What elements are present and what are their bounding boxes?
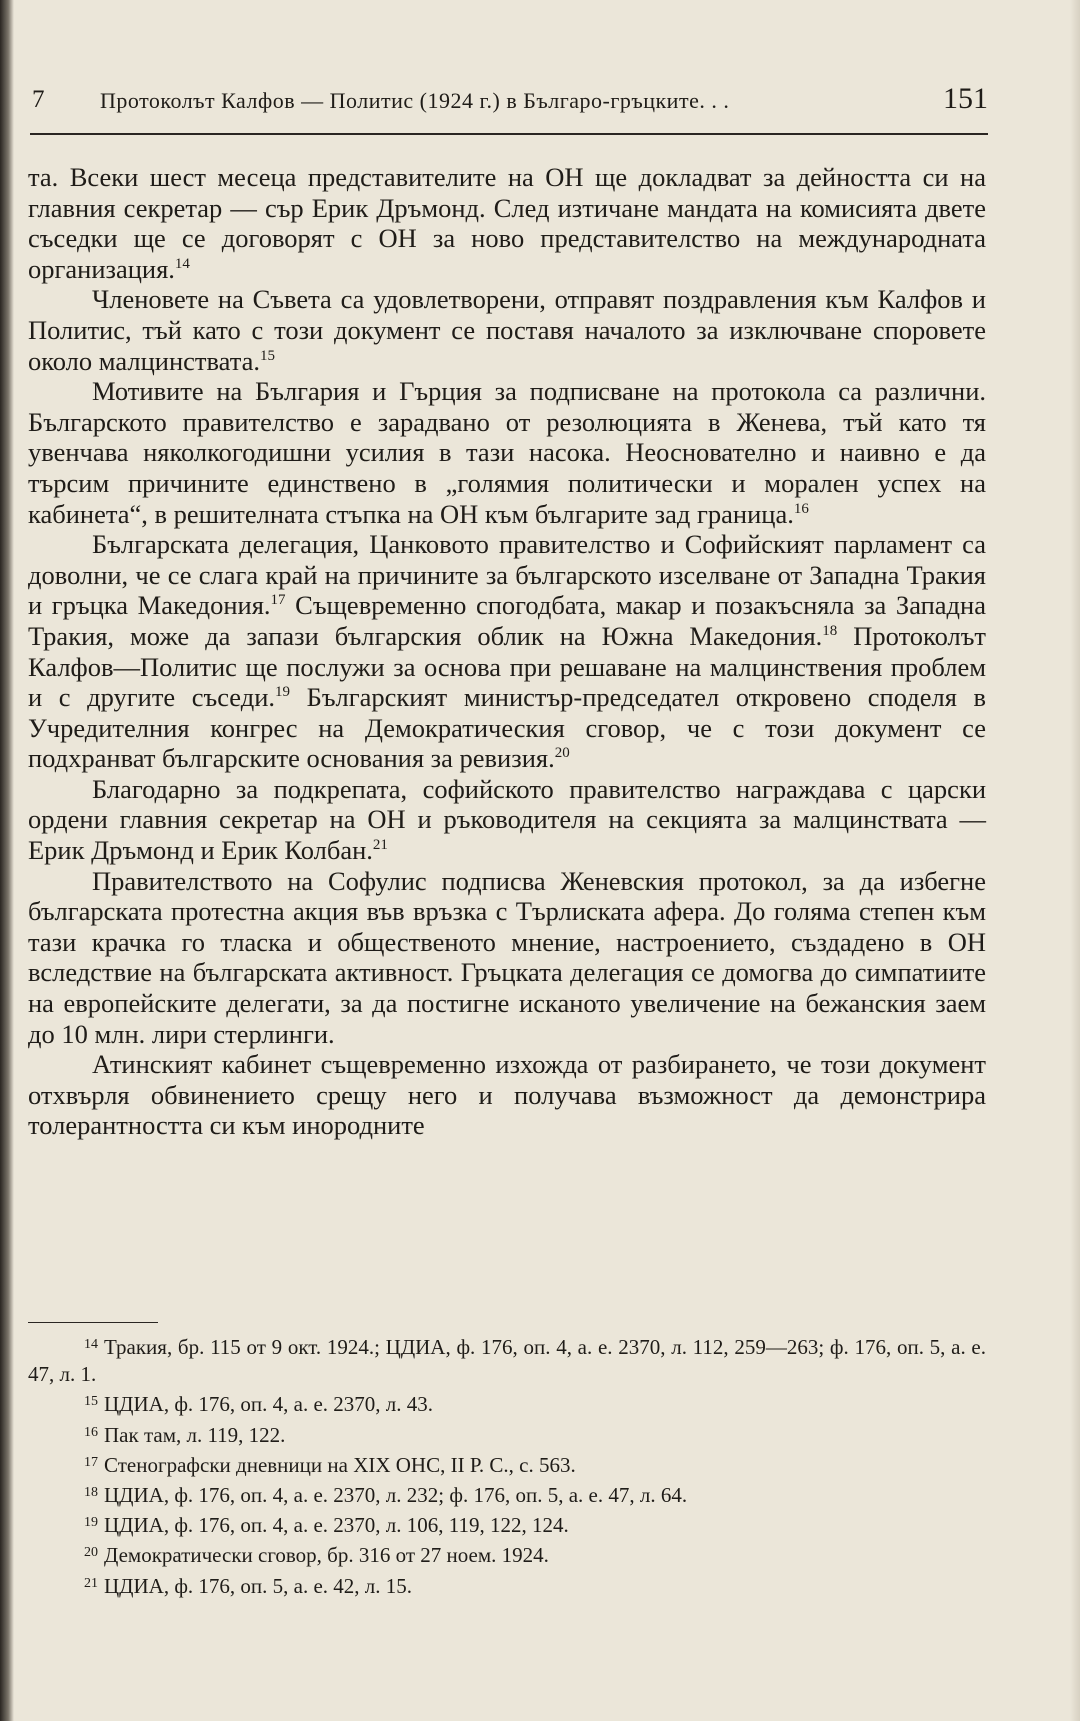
- paragraph-text: Мотивите на България и Гърция за подписване на протокола са различни. Българското правителство е зарадвано от резолюцията в Женева, тъй като тя увенчава няколкогодишни усилия в тази насока. Неоснователно и наивно е да търсим причините единствено в „голямия политически и морален успех на кабинета“, в решителната стъпка на ОН към българите зад граница.: [28, 376, 986, 529]
- paragraph-text: Българският министър-председател откровено споделя в Учредителния конгрес на Демократическия сговор, че с този документ се подхранват българските основания за ревизия.: [28, 682, 986, 774]
- footnote-number: 17: [84, 1454, 98, 1470]
- footnote-number: 15: [84, 1394, 98, 1410]
- paragraph-text: Атинският кабинет същевременно изхожда от разбирането, че този документ отхвърля обвинението срещу него и получава възможност да демонстрира толерантността си към инородните: [28, 1049, 986, 1141]
- paragraph: [28, 284, 986, 376]
- footnote-ref: 15: [260, 347, 276, 364]
- footnote-ref: 14: [174, 255, 190, 272]
- footnote-ref: 18: [822, 622, 838, 639]
- footnote-ref: 16: [793, 500, 809, 517]
- footnote: [28, 1570, 986, 1600]
- paragraph-text: Протоколът Калфов—Политис ще послужи за основа при решаване на малцинствения проблем и с другите съседи.: [28, 620, 986, 713]
- page-edge: [1070, 0, 1080, 1721]
- paragraph: [28, 866, 986, 1050]
- footnote-text: ЦДИА, ф. 176, оп. 4, а. е. 2370, л. 43.: [104, 1392, 434, 1417]
- chapter-number: 7: [32, 86, 45, 113]
- footnote-text: Стенографски дневници на XIX ОНС, II Р. С., с. 563.: [104, 1452, 576, 1477]
- footnote-number: 18: [84, 1485, 98, 1501]
- paragraph-text: та. Всеки шест месеца представителите на ОН ще докладват за дейността си на главния секретар — сър Ерик Дръмонд. След изтичане мандата на комисията двете съседки ще се договорят с ОН за ново представителство на международната организация.: [28, 162, 986, 284]
- footnote: [28, 1331, 986, 1388]
- footnote-number: 21: [84, 1575, 98, 1591]
- footnote-separator: [28, 1322, 158, 1323]
- paragraph: [28, 1049, 986, 1141]
- header-rule: [30, 133, 988, 135]
- footnote-ref: 21: [372, 837, 388, 854]
- footnote: [28, 1539, 986, 1569]
- paragraph-text: Правителството на Софулис подписва Женевския протокол, за да избегне българската протестна акция във връзка с Търлиската афера. До голяма степен към тази крачка го тласка и общественото мнение, настроението, създадено в ОН вследствие на българската активност. Гръцката делегация се домогва до симпатиите на европейските делегати, за да постигне исканото увеличение на бежанския заем до 10 млн. лири стерлинги.: [28, 865, 986, 1049]
- footnote-text: Тракия, бр. 115 от 9 окт. 1924.; ЦДИА, ф. 176, оп. 4, а. е. 2370, л. 112, 259—263; ф. 176, оп. 5, а. е. 47, л. 1.: [28, 1335, 986, 1387]
- footnotes: [28, 1331, 986, 1600]
- footnote-number: 20: [84, 1545, 98, 1561]
- footnote-ref: 17: [270, 592, 286, 609]
- paragraph: [28, 162, 986, 284]
- running-title: Протоколът Калфов — Политис (1924 г.) в Българо-гръцките. . .: [100, 88, 730, 113]
- footnote: [28, 1449, 986, 1479]
- paragraph-text: Благодарно за подкрепата, софийското правителство награждава с царски ордени главния секретар на ОН и ръководителя на секцията за малцинствата — Ерик Дръмонд и Ерик Колбан.: [28, 773, 986, 866]
- footnote-text: ЦДИА, ф. 176, оп. 4, а. е. 2370, л. 232; ф. 176, оп. 5, а. е. 47, л. 64.: [104, 1483, 688, 1508]
- footnote-number: 19: [84, 1515, 98, 1531]
- footnote: [28, 1388, 986, 1418]
- running-header: [30, 82, 988, 130]
- page-number: 151: [943, 82, 988, 115]
- page-gutter-shadow: [0, 0, 14, 1721]
- footnote-ref: 20: [554, 745, 570, 762]
- footnote-text: Пак там, л. 119, 122.: [104, 1422, 286, 1447]
- footnote: [28, 1479, 986, 1509]
- footnote-number: 14: [84, 1337, 98, 1352]
- footnote: [28, 1509, 986, 1539]
- paragraph: [28, 376, 986, 529]
- footnote: [28, 1419, 986, 1449]
- body-text: [28, 162, 986, 1141]
- footnote-number: 16: [84, 1424, 98, 1440]
- paragraph-text: Българската делегация, Цанковото правителство и Софийският парламент са доволни, че се слага край на причините за българското изселване от Западна Тракия и гръцка Македония.: [28, 529, 986, 621]
- paragraph: [28, 529, 986, 774]
- footnote-ref: 19: [275, 684, 291, 701]
- footnote-text: ЦДИА, ф. 176, оп. 4, а. е. 2370, л. 106, 119, 122, 124.: [104, 1513, 569, 1538]
- footnote-text: ЦДИА, ф. 176, оп. 5, а. е. 42, л. 15.: [104, 1573, 413, 1598]
- paragraph-text: Членовете на Съвета са удовлетворени, отправят поздравления към Калфов и Политис, тъй като с този документ се поставя началото за изключване споровете около малцинствата.: [28, 284, 986, 376]
- paragraph: [28, 774, 986, 866]
- footnote-text: Демократически сговор, бр. 316 от 27 ноем. 1924.: [104, 1543, 549, 1568]
- paragraph-text: Същевременно спогодбата, макар и позакъсняла за Западна Тракия, може да запази българския облик на Южна Македония.: [28, 590, 986, 651]
